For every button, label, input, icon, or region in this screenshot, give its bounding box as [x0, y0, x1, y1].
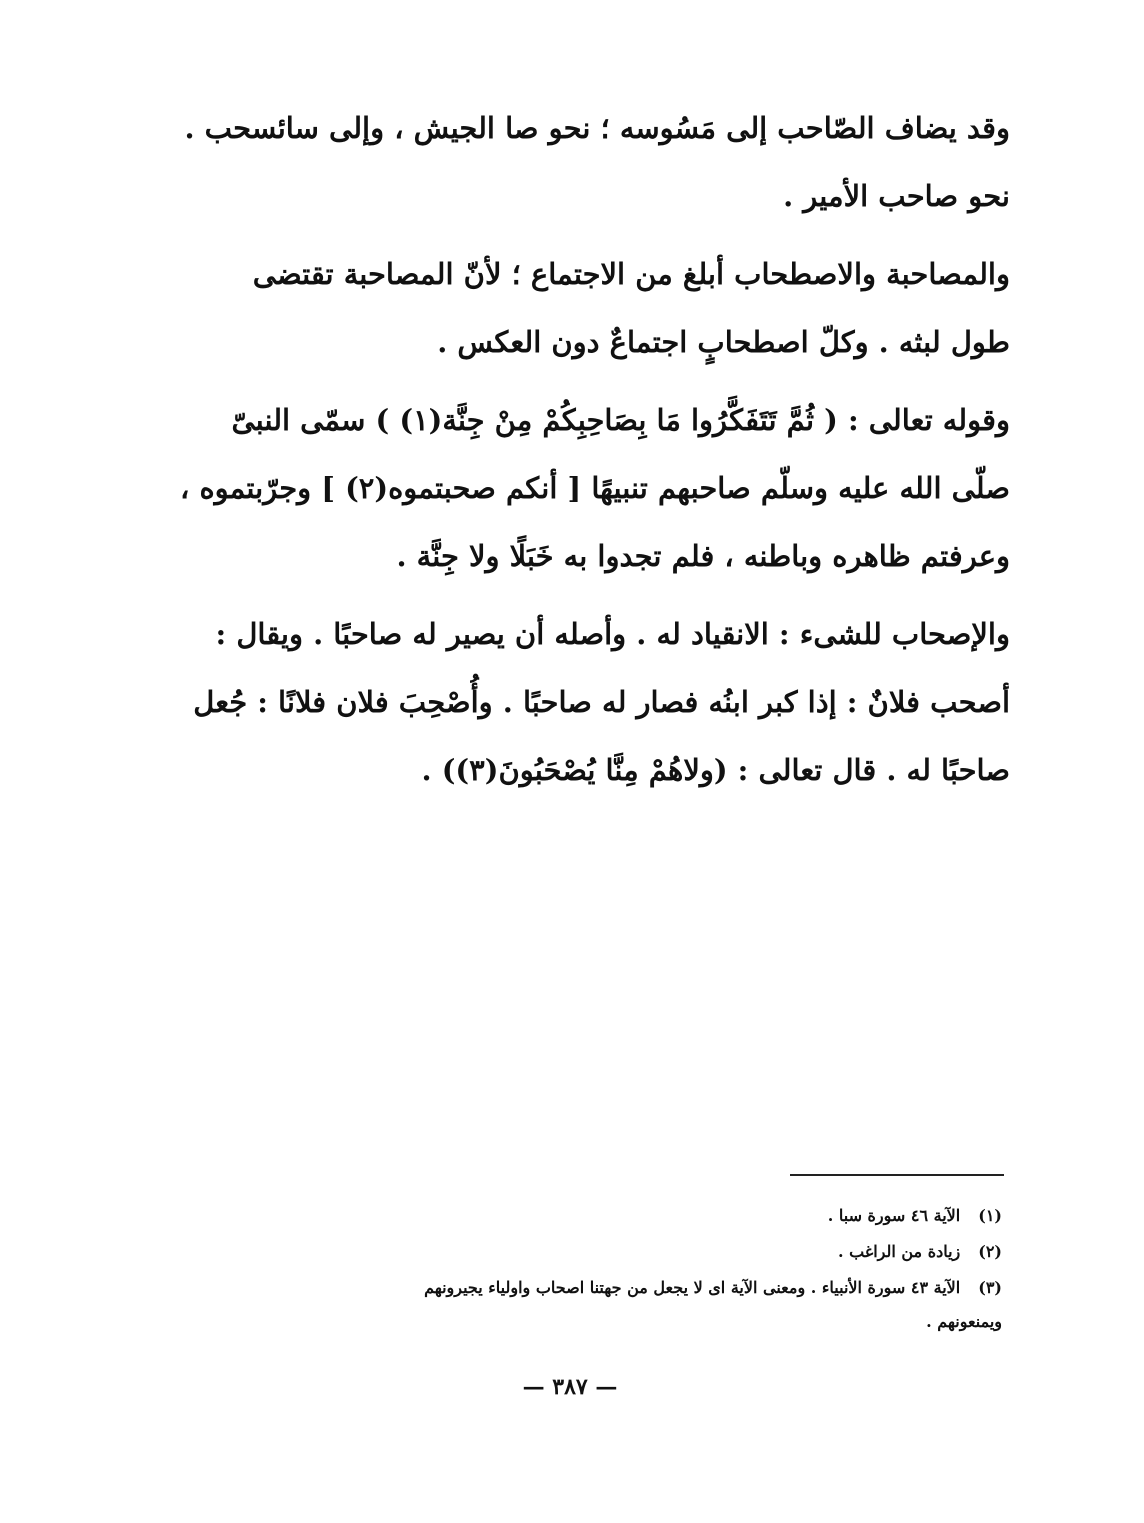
text-line: والإصحاب للشىء : الانقياد له . وأصله أن يصير له صاحبًا . ويقال : [215, 617, 1010, 651]
main-text [140, 96, 1010, 806]
footnotes [140, 1200, 1002, 1344]
text-line: وقوله تعالى : ( ثُمَّ تَتَفَكَّرُوا مَا بِصَاحِبِكُمْ مِنْ جِنَّة(١) ) سمّى النبىّ [231, 403, 1010, 437]
text-line: وعرفتم ظاهره وباطنه ، فلم تجدوا به خَبَلًا ولا جِنَّة . [396, 539, 1010, 573]
footnote-text: زيادة من الراغب . [837, 1242, 961, 1261]
paragraph-1 [140, 96, 1010, 232]
footnote-number: (٣) [978, 1278, 1002, 1297]
paragraph-3 [140, 388, 1010, 592]
page-number: — ٣٨٧ — [522, 1374, 618, 1400]
footnote-number: (١) [978, 1206, 1002, 1225]
text-line: صلّى الله عليه وسلّم صاحبهم تنبيهًا [ أنكم صحبتموه(٢) ] وجرّبتموه ، [180, 471, 1010, 505]
footnote-text: الآية ٤٦ سورة سبا . [827, 1206, 961, 1225]
text-line: والمصاحبة والاصطحاب أبلغ من الاجتماع ؛ لأنّ المصاحبة تقتضى [252, 257, 1010, 291]
text-line: نحو صاحب الأمير . [783, 179, 1010, 213]
footnote-3-continuation: ويمنعونهم . [926, 1312, 1002, 1331]
footnote-1 [140, 1200, 1002, 1236]
text-line: وقد يضاف الصّاحب إلى مَسُوسه ؛ نحو صا الجيش ، وإلى سائسحب . [184, 111, 1010, 145]
paragraph-4 [140, 602, 1010, 806]
paragraph-2 [140, 242, 1010, 378]
text-line: صاحبًا له . قال تعالى : (ولاهُمْ مِنَّا يُصْحَبُونَ(٣)) . [421, 753, 1010, 787]
footnote-3 [140, 1272, 1002, 1308]
footnote-2 [140, 1236, 1002, 1272]
text-line: طول لبثه . وكلّ اصطحابٍ اجتماعٌ دون العكس . [437, 325, 1010, 359]
text-line: أصحب فلانٌ : إذا كبر ابنُه فصار له صاحبًا . وأُصْحِبَ فلان فلانًا : جُعل [193, 685, 1010, 719]
footnote-divider [790, 1174, 1004, 1176]
footnote-number: (٢) [978, 1242, 1002, 1261]
footnote-text: الآية ٤٣ سورة الأنبياء . ومعنى الآية اى لا يجعل من جهتنا اصحاب واولياء يجيرونهم [424, 1278, 961, 1297]
